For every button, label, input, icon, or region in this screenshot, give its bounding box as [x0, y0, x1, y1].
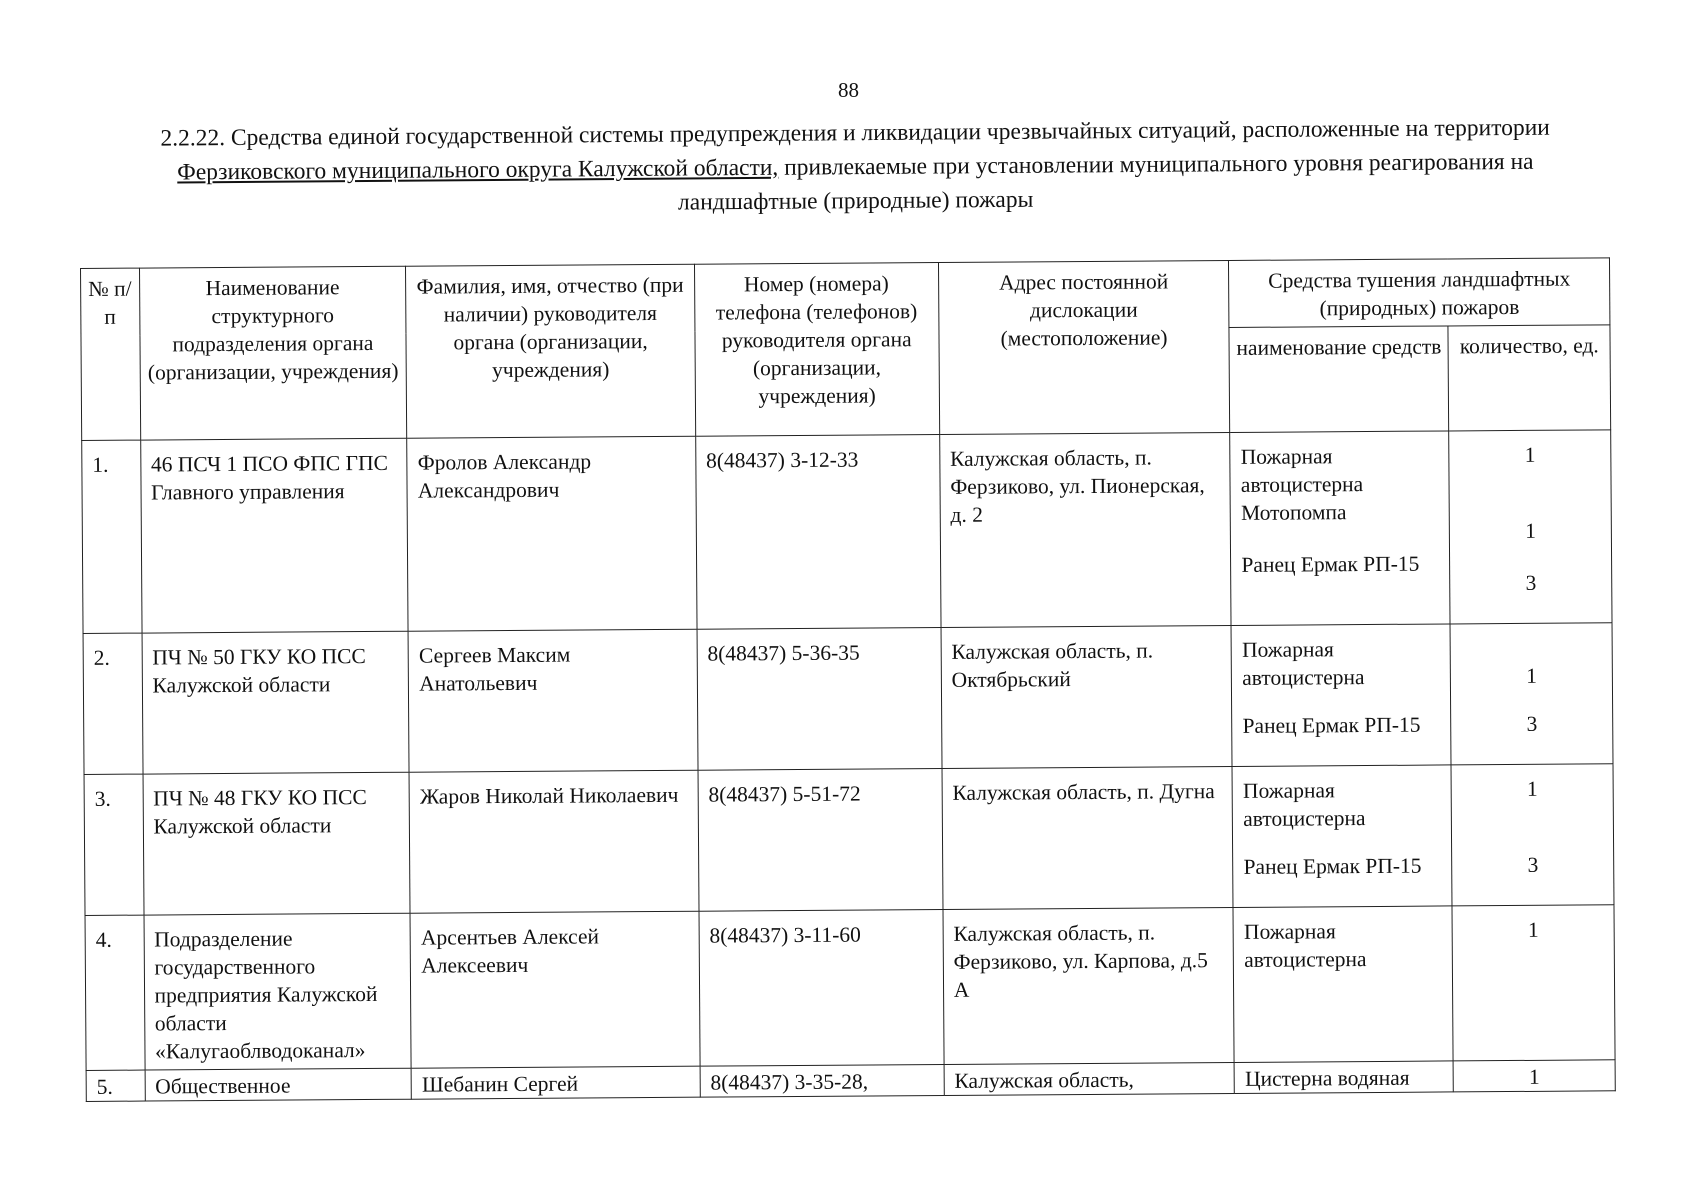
- equipment-name: Пожарная автоцистерна: [1243, 919, 1367, 972]
- header-means-qty: количество, ед.: [1448, 325, 1610, 431]
- row-number: 2.: [83, 633, 143, 774]
- equipment-name: Мотопомпа: [1240, 500, 1347, 525]
- equipment-qty: 1: [1524, 442, 1536, 467]
- table-row: [85, 905, 1615, 1071]
- row-address: Калужская область, п. Ферзиково, ул. Пионерская, д. 2: [939, 432, 1231, 627]
- row-phone: 8(48437) 5-51-72: [698, 768, 943, 911]
- equipment-qty: 1: [1525, 518, 1537, 543]
- row-unit: Подразделение государственного предприятия Калужской области «Калугаоблводоканал»: [144, 913, 412, 1070]
- equipment-name: Цистерна водяная: [1244, 1065, 1410, 1091]
- row-phone: 8(48437) 3-12-33: [695, 435, 940, 630]
- row-phone: 8(48437) 3-11-60: [699, 909, 944, 1066]
- forces-table-container: [80, 257, 1616, 1102]
- header-number: № п/п: [81, 268, 141, 440]
- row-unit: Общественное: [145, 1068, 412, 1101]
- row-unit: ПЧ № 50 ГКУ КО ПСС Калужской области: [142, 631, 410, 774]
- row-quantities: [1452, 905, 1615, 1061]
- row-equipment: [1230, 431, 1450, 626]
- table-row: [84, 764, 1614, 916]
- heading-municipality: Ферзиковского муниципального округа Калужской области,: [177, 154, 779, 186]
- row-unit: ПЧ № 48 ГКУ КО ПСС Калужской области: [143, 772, 411, 915]
- row-equipment: [1231, 624, 1451, 767]
- equipment-name: Пожарная автоцистерна: [1241, 637, 1365, 690]
- row-head: Шебанин Сергей: [411, 1066, 700, 1099]
- header-means-name: наименование средств: [1229, 326, 1449, 433]
- equipment-qty: 1: [1527, 917, 1539, 942]
- table-row: [82, 430, 1612, 634]
- equipment-name: Пожарная автоцистерна: [1242, 778, 1366, 831]
- row-number: 4.: [85, 915, 145, 1070]
- equipment-qty: 1: [1526, 663, 1538, 688]
- equipment-qty: 3: [1525, 570, 1537, 595]
- row-equipment: [1233, 906, 1453, 1063]
- row-unit: 46 ПСЧ 1 ПСО ФПС ГПС Главного управления: [140, 438, 408, 633]
- header-means: Средства тушения ландшафтных (природных) пожаров: [1229, 258, 1610, 328]
- table-row: [83, 623, 1613, 775]
- equipment-name: Ранец Ермак РП-15: [1243, 853, 1422, 879]
- row-address: Калужская область,: [944, 1062, 1235, 1095]
- row-address: Калужская область, п. Октябрьский: [941, 625, 1233, 768]
- equipment-name: Ранец Ермак РП-15: [1241, 551, 1420, 577]
- equipment-name: Ранец Ермак РП-15: [1242, 712, 1421, 738]
- equipment-qty: 3: [1526, 711, 1538, 736]
- row-head: Фролов Александр Александрович: [407, 436, 697, 631]
- equipment-qty: 3: [1527, 852, 1539, 877]
- equipment-name: Пожарная автоцистерна: [1240, 444, 1364, 497]
- row-quantities: [1449, 430, 1612, 624]
- row-number: 1.: [82, 440, 142, 633]
- row-head: Арсентьев Алексей Алексеевич: [410, 911, 700, 1068]
- row-number: 5.: [86, 1070, 145, 1101]
- row-phone: 8(48437) 5-36-35: [697, 627, 942, 770]
- row-phone: 8(48437) 3-35-28,: [700, 1064, 944, 1097]
- header-head-name: Фамилия, имя, отчество (при наличии) руководителя органа (организации, учреждения): [406, 264, 696, 438]
- header-address: Адрес постоянной дислокации (местоположение): [938, 260, 1230, 434]
- equipment-qty: 1: [1526, 776, 1538, 801]
- equipment-qty: 1: [1528, 1064, 1540, 1089]
- document-heading: [110, 110, 1601, 224]
- row-address: Калужская область, п. Дугна: [942, 766, 1234, 909]
- row-quantities: [1453, 1060, 1615, 1092]
- row-address: Калужская область, п. Ферзиково, ул. Карпова, д.5 А: [943, 907, 1235, 1064]
- forces-table: [80, 257, 1616, 1102]
- header-phone: Номер (номера) телефона (телефонов) руководителя органа (организации, учреждения): [694, 263, 939, 437]
- row-head: Жаров Николай Николаевич: [409, 770, 698, 913]
- row-quantities: [1451, 764, 1614, 906]
- heading-text-end: привлекаемые при установлении муниципального уровня реагирования на ландшафтные (природные) пожары: [677, 148, 1534, 216]
- page-number: 88: [838, 78, 859, 102]
- row-quantities: [1450, 623, 1613, 765]
- heading-text-start: 2.2.22. Средства единой государственной системы предупреждения и ликвидации чрезвычайных ситуаций, расположенные на территории: [160, 114, 1550, 152]
- header-unit: Наименование структурного подразделения органа (организации, учреждения): [139, 266, 407, 440]
- row-equipment: [1232, 765, 1452, 908]
- row-equipment: [1234, 1061, 1453, 1094]
- row-number: 3.: [84, 774, 144, 915]
- row-head: Сергеев Максим Анатольевич: [408, 629, 697, 772]
